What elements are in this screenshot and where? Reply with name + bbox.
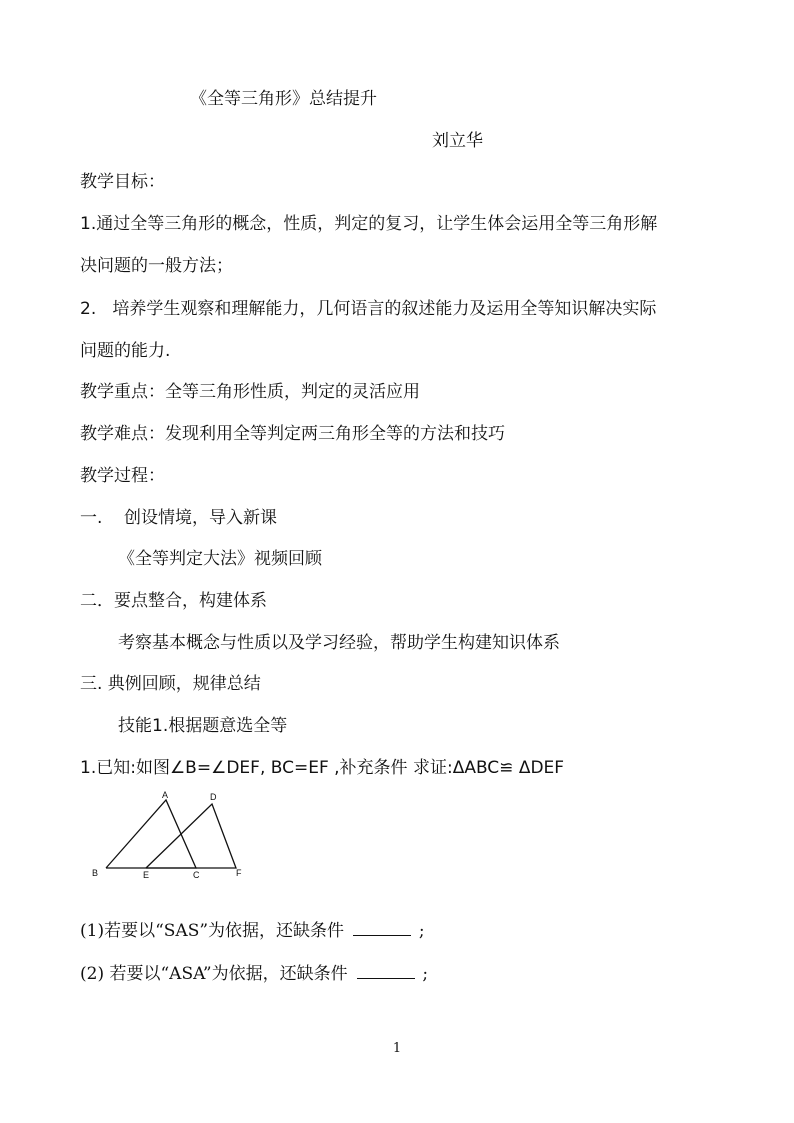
section-2-heading: 二．要点整合，构建体系 (80, 591, 267, 611)
triangle-abc (106, 800, 196, 868)
difficulty: 教学难点：发现利用全等判定两三角形全等的方法和技巧 (80, 424, 505, 444)
question-2-text: (2) 若要以“ASA”为依据，还缺条件 (80, 964, 348, 984)
label-a: A (162, 790, 169, 800)
label-b: B (92, 868, 99, 878)
key-point: 教学重点：全等三角形性质，判定的灵活应用 (80, 382, 420, 402)
author-name: 刘立华 (432, 131, 483, 151)
goal-2-line-2: 问题的能力. (80, 341, 171, 361)
section-3-heading: 三. 典例回顾，规律总结 (80, 674, 261, 694)
question-1-text: (1)若要以“SAS”为依据，还缺条件 (80, 921, 345, 941)
goal-2-line-1: 2. 培养学生观察和理解能力，几何语言的叙述能力及运用全等知识解决实际 (80, 299, 657, 319)
question-1-blank[interactable] (353, 919, 411, 936)
question-2 (80, 962, 428, 986)
label-f: F (236, 868, 242, 878)
process-heading: 教学过程： (80, 466, 165, 486)
section-2-body: 考察基本概念与性质以及学习经验，帮助学生构建知识体系 (118, 633, 560, 653)
label-e: E (143, 870, 150, 880)
question-1 (80, 919, 425, 943)
triangle-def (146, 804, 236, 868)
triangle-figure (86, 786, 256, 886)
problem-1: 1.已知:如图∠B=∠DEF, BC=EF ,补充条件 求证:ΔABC≌ ΔDEF (80, 758, 565, 778)
page-title: 《全等三角形》总结提升 (190, 89, 377, 109)
goal-1-line-2: 决问题的一般方法； (80, 256, 233, 276)
question-1-end: ; (418, 921, 425, 941)
goals-heading: 教学目标： (80, 172, 165, 192)
label-d: D (210, 792, 217, 802)
question-2-blank[interactable] (357, 962, 415, 979)
skill-1: 技能1.根据题意选全等 (118, 716, 288, 736)
goal-1-line-1: 1.通过全等三角形的概念，性质，判定的复习，让学生体会运用全等三角形解 (80, 214, 658, 234)
page-number: 1 (392, 1041, 402, 1056)
label-c: C (193, 870, 200, 880)
section-1-heading: 一. 创设情境，导入新课 (80, 508, 278, 528)
section-1-body: 《全等判定大法》视频回顾 (118, 549, 322, 569)
question-2-end: ; (422, 964, 429, 984)
